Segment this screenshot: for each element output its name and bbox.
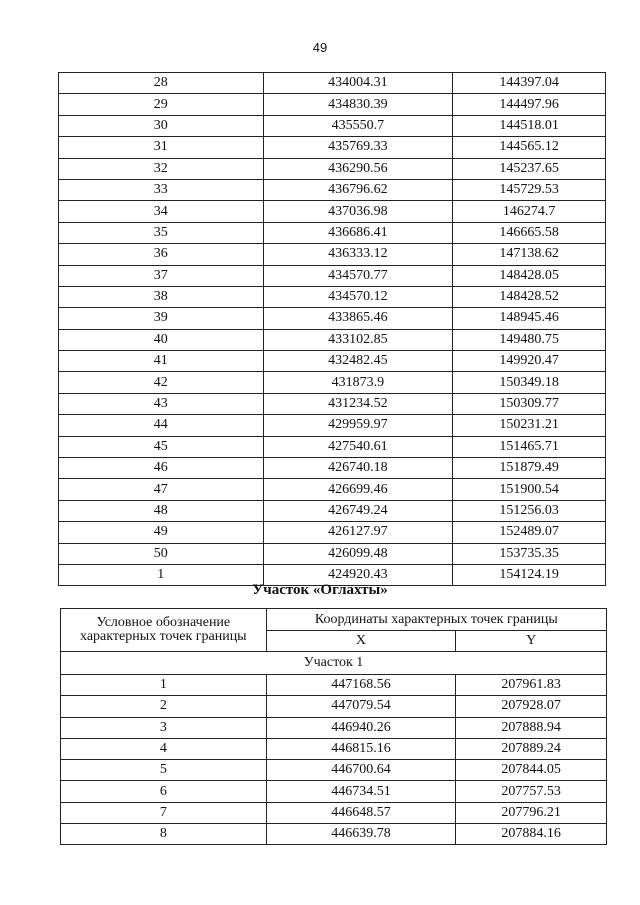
coordinates-table-body: [59, 73, 606, 586]
table-row: [59, 115, 606, 136]
table-row: [59, 436, 606, 457]
table-row: [61, 802, 607, 823]
point-number-cell: 35: [59, 222, 264, 243]
point-number-cell: 6: [61, 781, 267, 802]
table-row: [59, 329, 606, 350]
table-row: [61, 696, 607, 717]
header-x: X: [266, 631, 456, 652]
table-row: [59, 500, 606, 521]
table-row: [59, 222, 606, 243]
y-coordinate-cell: 151900.54: [453, 479, 606, 500]
x-coordinate-cell: 433102.85: [263, 329, 453, 350]
point-number-cell: 33: [59, 179, 264, 200]
point-number-cell: 5: [61, 760, 267, 781]
y-coordinate-cell: 144518.01: [453, 115, 606, 136]
table-row: [59, 179, 606, 200]
y-coordinate-cell: 207757.53: [456, 781, 607, 802]
oglakhty-table-body: [61, 609, 607, 845]
table-row: [59, 158, 606, 179]
table-row: [61, 760, 607, 781]
x-coordinate-cell: 446940.26: [266, 717, 456, 738]
table-row: [59, 522, 606, 543]
x-coordinate-cell: 429959.97: [263, 415, 453, 436]
y-coordinate-cell: 151879.49: [453, 458, 606, 479]
table-row: [59, 479, 606, 500]
table-row: [59, 73, 606, 94]
section-title: Участок «Оглахты»: [252, 582, 388, 598]
page-number: 49: [312, 40, 328, 55]
x-coordinate-cell: 435550.7: [263, 115, 453, 136]
table-row: [59, 351, 606, 372]
point-number-cell: 31: [59, 137, 264, 158]
y-coordinate-cell: 207928.07: [456, 696, 607, 717]
y-coordinate-cell: 154124.19: [453, 564, 606, 585]
table-row: [59, 372, 606, 393]
point-number-cell: 41: [59, 351, 264, 372]
x-coordinate-cell: 435769.33: [263, 137, 453, 158]
table-row: [61, 824, 607, 845]
y-coordinate-cell: 148945.46: [453, 308, 606, 329]
x-coordinate-cell: 433865.46: [263, 308, 453, 329]
table-row: [59, 458, 606, 479]
x-coordinate-cell: 426099.48: [263, 543, 453, 564]
y-coordinate-cell: 148428.05: [453, 265, 606, 286]
table-header-row: [61, 609, 607, 631]
y-coordinate-cell: 151256.03: [453, 500, 606, 521]
x-coordinate-cell: 446734.51: [266, 781, 456, 802]
x-coordinate-cell: 436333.12: [263, 244, 453, 265]
y-coordinate-cell: 148428.52: [453, 286, 606, 307]
y-coordinate-cell: 150231.21: [453, 415, 606, 436]
coordinates-table-continued: [58, 72, 606, 586]
subsection-row: [61, 652, 607, 675]
x-coordinate-cell: 434570.77: [263, 265, 453, 286]
table-row: [61, 717, 607, 738]
point-number-cell: 34: [59, 201, 264, 222]
y-coordinate-cell: 207844.05: [456, 760, 607, 781]
table-row: [61, 738, 607, 759]
x-coordinate-cell: 432482.45: [263, 351, 453, 372]
x-coordinate-cell: 436290.56: [263, 158, 453, 179]
x-coordinate-cell: 427540.61: [263, 436, 453, 457]
point-number-cell: 4: [61, 738, 267, 759]
x-coordinate-cell: 431873.9: [263, 372, 453, 393]
point-number-cell: 39: [59, 308, 264, 329]
x-coordinate-cell: 447079.54: [266, 696, 456, 717]
point-number-cell: 36: [59, 244, 264, 265]
table-row: [59, 94, 606, 115]
table-row: [61, 675, 607, 696]
x-coordinate-cell: 446648.57: [266, 802, 456, 823]
point-number-cell: 43: [59, 393, 264, 414]
point-number-cell: 46: [59, 458, 264, 479]
header-y: Y: [456, 631, 607, 652]
table-row: [59, 415, 606, 436]
y-coordinate-cell: 207884.16: [456, 824, 607, 845]
x-coordinate-cell: 447168.56: [266, 675, 456, 696]
point-number-cell: 44: [59, 415, 264, 436]
y-coordinate-cell: 207888.94: [456, 717, 607, 738]
y-coordinate-cell: 153735.35: [453, 543, 606, 564]
point-number-cell: 3: [61, 717, 267, 738]
y-coordinate-cell: 149480.75: [453, 329, 606, 350]
x-coordinate-cell: 426699.46: [263, 479, 453, 500]
y-coordinate-cell: 207796.21: [456, 802, 607, 823]
header-coordinates: Координаты характерных точек границы: [266, 609, 606, 631]
table-row: [59, 265, 606, 286]
point-number-cell: 2: [61, 696, 267, 717]
x-coordinate-cell: 431234.52: [263, 393, 453, 414]
table-row: [59, 137, 606, 158]
y-coordinate-cell: 144397.04: [453, 73, 606, 94]
x-coordinate-cell: 434830.39: [263, 94, 453, 115]
table-row: [59, 543, 606, 564]
table-row: [59, 308, 606, 329]
x-coordinate-cell: 426749.24: [263, 500, 453, 521]
point-number-cell: 42: [59, 372, 264, 393]
point-number-cell: 49: [59, 522, 264, 543]
point-number-cell: 1: [61, 675, 267, 696]
point-number-cell: 7: [61, 802, 267, 823]
x-coordinate-cell: 426127.97: [263, 522, 453, 543]
x-coordinate-cell: 446639.78: [266, 824, 456, 845]
y-coordinate-cell: 151465.71: [453, 436, 606, 457]
x-coordinate-cell: 434570.12: [263, 286, 453, 307]
table-row: [59, 201, 606, 222]
subsection-label: Участок 1: [61, 652, 607, 675]
x-coordinate-cell: 437036.98: [263, 201, 453, 222]
y-coordinate-cell: 150309.77: [453, 393, 606, 414]
table-row: [61, 781, 607, 802]
y-coordinate-cell: 147138.62: [453, 244, 606, 265]
point-number-cell: 32: [59, 158, 264, 179]
table-row: [59, 286, 606, 307]
y-coordinate-cell: 146274.7: [453, 201, 606, 222]
y-coordinate-cell: 145729.53: [453, 179, 606, 200]
x-coordinate-cell: 436796.62: [263, 179, 453, 200]
y-coordinate-cell: 150349.18: [453, 372, 606, 393]
y-coordinate-cell: 152489.07: [453, 522, 606, 543]
x-coordinate-cell: 426740.18: [263, 458, 453, 479]
y-coordinate-cell: 149920.47: [453, 351, 606, 372]
point-number-cell: 1: [59, 564, 264, 585]
point-number-cell: 30: [59, 115, 264, 136]
y-coordinate-cell: 207961.83: [456, 675, 607, 696]
y-coordinate-cell: 145237.65: [453, 158, 606, 179]
point-number-cell: 29: [59, 94, 264, 115]
point-number-cell: 45: [59, 436, 264, 457]
y-coordinate-cell: 207889.24: [456, 738, 607, 759]
header-point-designation: Условное обозначение характерных точек границы: [61, 609, 267, 652]
y-coordinate-cell: 146665.58: [453, 222, 606, 243]
y-coordinate-cell: 144497.96: [453, 94, 606, 115]
oglakhty-coordinates-table: [60, 608, 607, 845]
y-coordinate-cell: 144565.12: [453, 137, 606, 158]
point-number-cell: 28: [59, 73, 264, 94]
point-number-cell: 50: [59, 543, 264, 564]
table-row: [59, 244, 606, 265]
point-number-cell: 47: [59, 479, 264, 500]
x-coordinate-cell: 424920.43: [263, 564, 453, 585]
point-number-cell: 48: [59, 500, 264, 521]
point-number-cell: 37: [59, 265, 264, 286]
point-number-cell: 38: [59, 286, 264, 307]
x-coordinate-cell: 436686.41: [263, 222, 453, 243]
point-number-cell: 8: [61, 824, 267, 845]
x-coordinate-cell: 434004.31: [263, 73, 453, 94]
table-row: [59, 393, 606, 414]
x-coordinate-cell: 446815.16: [266, 738, 456, 759]
x-coordinate-cell: 446700.64: [266, 760, 456, 781]
point-number-cell: 40: [59, 329, 264, 350]
